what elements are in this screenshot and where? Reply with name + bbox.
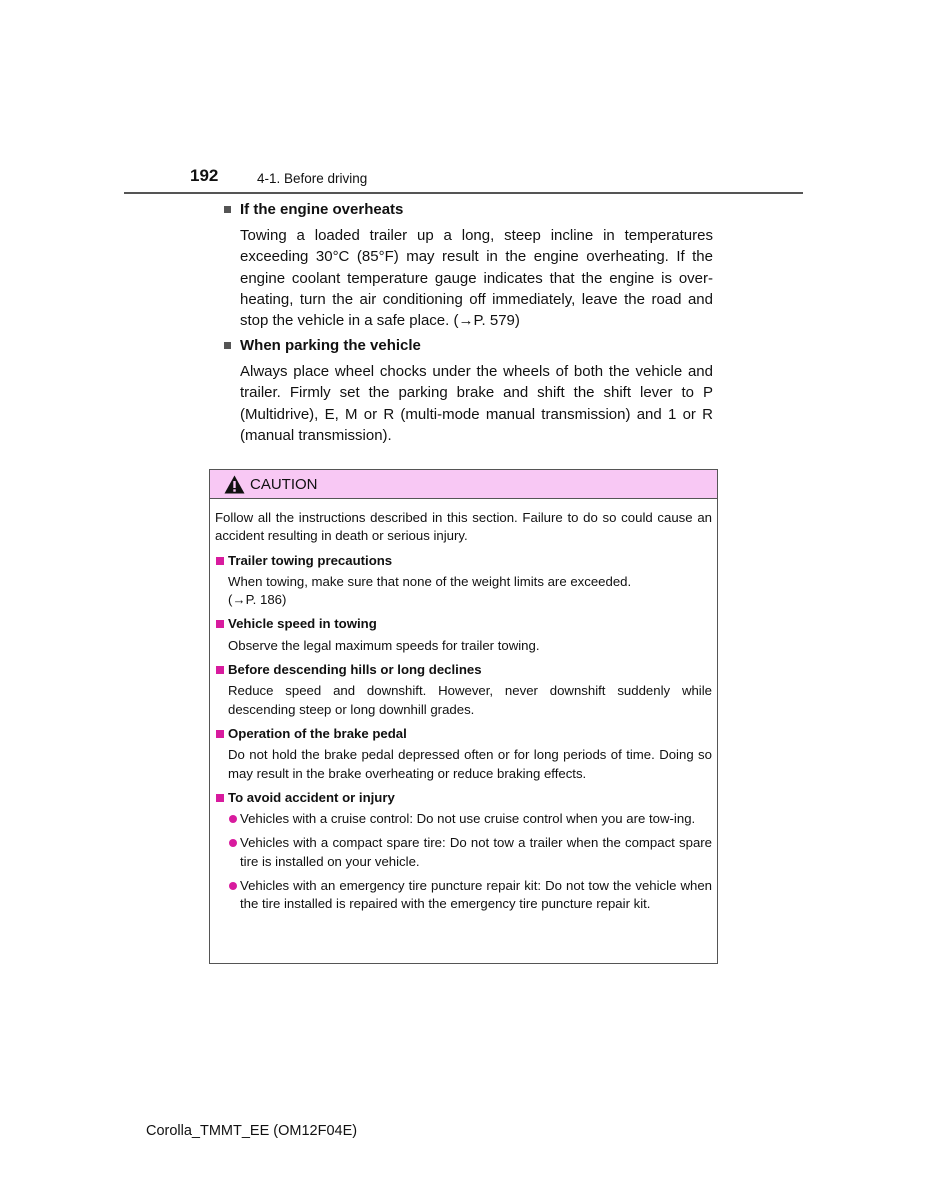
page-header — [124, 164, 803, 194]
section-engine-overheats — [224, 200, 713, 331]
caution-label: CAUTION — [250, 476, 318, 493]
caution-item-heading: Before descending hills or long declines — [215, 661, 712, 679]
section-parking-vehicle — [224, 336, 713, 446]
section-title: 4-1. Before driving — [257, 171, 368, 186]
caution-item-heading: Operation of the brake pedal — [215, 725, 712, 743]
section-text: Towing a loaded trailer up a long, steep incline in temperatures exceeding 30°C (85°F) may result in the engine overheating. If the engine coolant temperature gauge indicates that the engine is over-heating, turn the air conditioning off immediately, leave the road and stop the vehicle in a safe place. (→P. 579) — [240, 227, 713, 330]
caution-item-text: Do not hold the brake pedal depressed often or for long periods of time. Doing so may result in the brake overheating or reduce braking effects. — [228, 747, 712, 781]
caution-body — [210, 499, 717, 914]
warning-triangle-icon — [224, 475, 245, 494]
caution-item-heading: Trailer towing precautions — [215, 552, 712, 570]
caution-bullet: Vehicles with a cruise control: Do not use cruise control when you are tow-ing. — [215, 810, 712, 828]
caution-item — [215, 661, 712, 719]
caution-item — [215, 725, 712, 783]
caution-item — [215, 552, 712, 610]
round-bullet-icon — [229, 815, 237, 823]
caution-item-text: Observe the legal maximum speeds for trailer towing. — [228, 637, 540, 653]
caution-item-text: Reduce speed and downshift. However, never downshift suddenly while descending steep or long downhill grades. — [228, 683, 712, 717]
square-bullet-icon — [216, 620, 224, 628]
caution-bullet: Vehicles with an emergency tire puncture repair kit: Do not tow the vehicle when the tire installed is repaired with the emergency tire puncture repair kit. — [215, 877, 712, 914]
round-bullet-icon — [229, 882, 237, 890]
section-text: Always place wheel chocks under the wheels of both the vehicle and trailer. Firmly set the parking brake and shift the shift lever to P (Multidrive), E, M or R (multi-mode manual transmission) and 1 or R (manual transmission). — [240, 363, 713, 444]
page-number: 192 — [190, 166, 219, 185]
section-heading: When parking the vehicle — [224, 336, 713, 356]
caution-item-heading: To avoid accident or injury — [215, 789, 712, 807]
caution-header — [210, 470, 717, 499]
caution-item-text: When towing, make sure that none of the weight limits are exceeded. (→P. 186) — [228, 573, 632, 608]
caution-item — [215, 789, 712, 914]
caution-bullet: Vehicles with a compact spare tire: Do not tow a trailer when the compact spare tire is installed on your vehicle. — [215, 834, 712, 871]
square-bullet-icon — [216, 794, 224, 802]
round-bullet-icon — [229, 839, 237, 847]
square-bullet-icon — [216, 666, 224, 674]
caution-item-heading: Vehicle speed in towing — [215, 615, 712, 633]
section-heading: If the engine overheats — [224, 200, 713, 220]
square-bullet-icon — [224, 206, 231, 213]
page-footer: Corolla_TMMT_EE (OM12F04E) — [146, 1123, 358, 1139]
square-bullet-icon — [224, 342, 231, 349]
square-bullet-icon — [216, 730, 224, 738]
caution-item — [215, 615, 712, 655]
caution-box — [209, 469, 718, 964]
caution-intro: Follow all the instructions described in this section. Failure to do so could cause an accident resulting in death or serious injury. — [215, 510, 712, 544]
square-bullet-icon — [216, 557, 224, 565]
